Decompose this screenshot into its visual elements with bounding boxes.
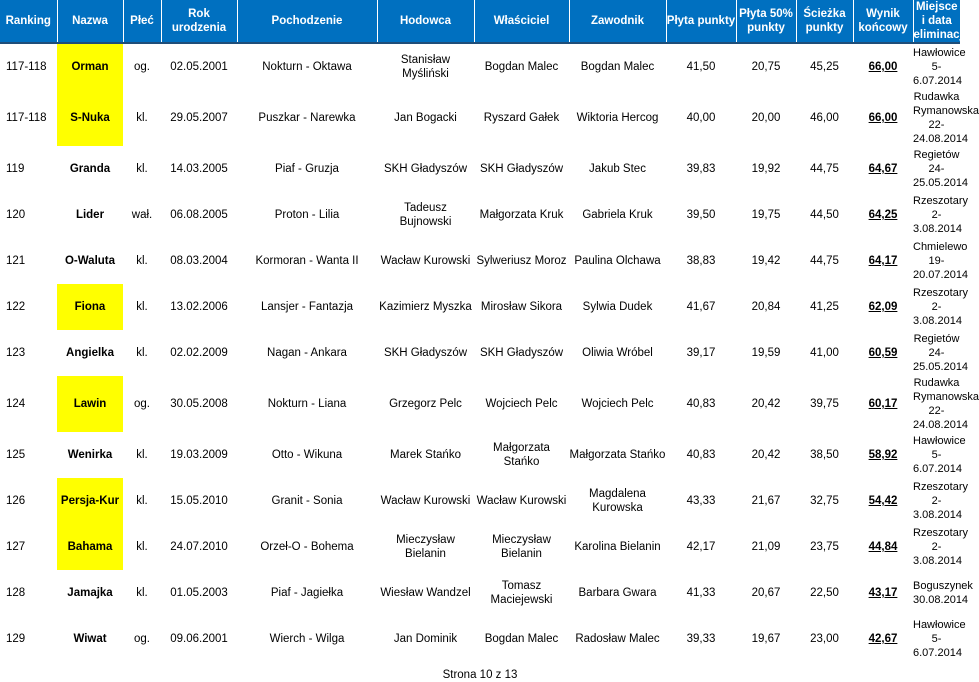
cell-wlasciciel: Bogdan Malec xyxy=(484,633,559,645)
cell-sciezka: 44,75 xyxy=(810,255,839,267)
cell-miejsce xyxy=(913,570,973,616)
cell-pochodzenie: Puszkar - Narewka xyxy=(258,112,356,124)
cell-ranking: 122 xyxy=(6,301,26,313)
cell-plyta-punkty: 40,00 xyxy=(686,112,716,124)
cell-rok: 29.05.2007 xyxy=(170,112,228,124)
cell-ranking: 119 xyxy=(6,163,25,175)
miejsce-nazwa: Regietów xyxy=(913,149,960,161)
cell-plec: og. xyxy=(134,633,150,645)
cell-sciezka: 32,75 xyxy=(810,495,839,507)
cell-rok: 13.02.2006 xyxy=(170,301,228,313)
cell-ranking: 124 xyxy=(6,398,26,410)
miejsce-data: 2-3.08.2014 xyxy=(913,209,962,235)
miejsce-data: 5-6.07.2014 xyxy=(913,61,962,87)
cell-sciezka: 22,50 xyxy=(810,587,839,599)
cell-nazwa: O-Waluta xyxy=(64,255,116,267)
table-row xyxy=(0,570,960,616)
cell-wlasciciel: Małgorzata Stańko xyxy=(493,442,550,468)
cell-plyta-punkty: 39,17 xyxy=(686,347,716,359)
header-nazwa: Nazwa xyxy=(57,0,123,43)
cell-miejsce xyxy=(913,432,966,478)
header-wynik: Wynik końcowy xyxy=(853,0,913,43)
cell-wynik: 44,84 xyxy=(868,541,898,553)
cell-miejsce xyxy=(913,376,979,432)
miejsce-data: 22-24.08.2014 xyxy=(913,405,969,431)
cell-wlasciciel: Mirosław Sikora xyxy=(480,301,563,313)
cell-plyta50: 20,42 xyxy=(751,449,781,461)
cell-wynik: 64,17 xyxy=(868,255,898,267)
cell-wynik: 58,92 xyxy=(868,449,898,461)
miejsce-data: 5-6.07.2014 xyxy=(913,633,962,659)
cell-rok: 06.08.2005 xyxy=(170,209,228,221)
header-hodowca: Hodowca xyxy=(377,0,474,43)
cell-plec: og. xyxy=(134,61,150,73)
cell-hodowca: Marek Stańko xyxy=(390,449,461,461)
table-row xyxy=(0,43,960,90)
cell-plyta50: 20,00 xyxy=(751,112,781,124)
cell-rok: 24.07.2010 xyxy=(170,541,228,553)
header-plyta-punkty: Płyta punkty xyxy=(666,0,736,43)
cell-plyta-punkty: 41,50 xyxy=(686,61,716,73)
miejsce-data: 22-24.08.2014 xyxy=(913,119,969,145)
cell-hodowca: Wacław Kurowski xyxy=(380,255,471,267)
cell-pochodzenie: Nagan - Ankara xyxy=(267,347,347,359)
cell-sciezka: 41,25 xyxy=(810,301,839,313)
header-row xyxy=(0,0,960,43)
cell-zawodnik: Paulina Olchawa xyxy=(574,255,661,267)
cell-sciezka: 45,25 xyxy=(810,61,839,73)
cell-sciezka: 23,00 xyxy=(810,633,839,645)
cell-nazwa: Orman xyxy=(57,43,123,90)
cell-plec: kl. xyxy=(136,495,148,507)
cell-wynik: 62,09 xyxy=(868,301,898,313)
cell-zawodnik: Barbara Gwara xyxy=(578,587,657,599)
cell-rok: 01.05.2003 xyxy=(170,587,228,599)
cell-ranking: 126 xyxy=(6,495,26,507)
cell-rok: 30.05.2008 xyxy=(170,398,228,410)
cell-sciezka: 41,00 xyxy=(810,347,839,359)
cell-plec: kl. xyxy=(136,112,148,124)
cell-zawodnik: Jakub Stec xyxy=(589,163,646,175)
cell-plyta-punkty: 39,33 xyxy=(686,633,716,645)
cell-ranking: 117-118 xyxy=(6,112,47,124)
miejsce-nazwa: Chmielewo xyxy=(913,241,968,253)
table-row xyxy=(0,284,960,330)
cell-rok: 02.05.2001 xyxy=(170,61,228,73)
header-ranking: Ranking xyxy=(0,0,57,43)
cell-hodowca: SKH Gładyszów xyxy=(383,163,468,175)
cell-plyta50: 19,59 xyxy=(751,347,781,359)
cell-miejsce xyxy=(913,524,969,570)
cell-zawodnik: Wiktoria Hercog xyxy=(576,112,659,124)
header-wlasciciel: Właściciel xyxy=(474,0,569,43)
miejsce-data: 5-6.07.2014 xyxy=(913,449,962,475)
cell-nazwa: Lider xyxy=(75,209,105,221)
cell-ranking: 117-118 xyxy=(6,61,47,73)
cell-plyta50: 19,92 xyxy=(751,163,781,175)
cell-zawodnik: Wojciech Pelc xyxy=(581,398,654,410)
cell-plyta50: 19,42 xyxy=(751,255,781,267)
cell-plyta-punkty: 40,83 xyxy=(686,449,716,461)
cell-hodowca: Jan Dominik xyxy=(393,633,458,645)
miejsce-nazwa: Hawłowice xyxy=(913,619,966,631)
cell-miejsce xyxy=(913,90,979,146)
cell-sciezka: 39,75 xyxy=(810,398,839,410)
cell-pochodzenie: Kormoran - Wanta II xyxy=(255,255,359,267)
miejsce-data: 2-3.08.2014 xyxy=(913,495,962,521)
cell-plec: kl. xyxy=(136,541,148,553)
cell-rok: 15.05.2010 xyxy=(170,495,228,507)
cell-plyta-punkty: 43,33 xyxy=(686,495,716,507)
cell-plec: wał. xyxy=(131,209,153,221)
cell-wynik: 66,00 xyxy=(868,112,898,124)
cell-pochodzenie: Piaf - Gruzja xyxy=(275,163,339,175)
cell-plyta50: 19,67 xyxy=(751,633,781,645)
cell-zawodnik: Karolina Bielanin xyxy=(574,541,661,553)
cell-plec: kl. xyxy=(136,163,148,175)
cell-nazwa: Bahama xyxy=(57,524,123,570)
table-row xyxy=(0,478,960,524)
cell-pochodzenie: Piaf - Jagiełka xyxy=(270,587,344,599)
cell-pochodzenie: Granit - Sonia xyxy=(271,495,343,507)
cell-miejsce xyxy=(913,330,969,376)
miejsce-nazwa: Rudawka Rymanowska xyxy=(913,377,979,403)
cell-plyta50: 20,42 xyxy=(751,398,781,410)
cell-wlasciciel: SKH Gładyszów xyxy=(479,163,564,175)
cell-wlasciciel: Małgorzata Kruk xyxy=(479,209,564,221)
table-row xyxy=(0,524,960,570)
cell-ranking: 123 xyxy=(6,347,26,359)
cell-hodowca: SKH Gładyszów xyxy=(383,347,468,359)
cell-rok: 14.03.2005 xyxy=(170,163,228,175)
header-sciezka: Ścieżka punkty xyxy=(796,0,853,43)
cell-rok: 19.03.2009 xyxy=(170,449,228,461)
cell-pochodzenie: Lansjer - Fantazja xyxy=(260,301,354,313)
cell-ranking: 121 xyxy=(6,255,26,267)
cell-sciezka: 23,75 xyxy=(810,541,839,553)
cell-wynik: 64,67 xyxy=(868,163,898,175)
cell-wynik: 43,17 xyxy=(868,587,898,599)
table-row xyxy=(0,330,960,376)
miejsce-nazwa: Boguszynek xyxy=(913,580,973,592)
cell-hodowca: Wacław Kurowski xyxy=(380,495,471,507)
cell-rok: 02.02.2009 xyxy=(170,347,228,359)
cell-pochodzenie: Wierch - Wilga xyxy=(269,633,345,645)
table-row xyxy=(0,616,960,662)
cell-pochodzenie: Proton - Lilia xyxy=(274,209,340,221)
cell-ranking: 120 xyxy=(6,209,26,221)
table-row xyxy=(0,376,960,432)
cell-rok: 09.06.2001 xyxy=(170,633,228,645)
cell-nazwa: S-Nuka xyxy=(57,90,123,146)
cell-hodowca: Mieczysław Bielanin xyxy=(396,534,455,560)
header-miejsce: Miejsce i data eliminacji xyxy=(913,1,966,41)
cell-plyta50: 20,75 xyxy=(751,61,781,73)
cell-wlasciciel: Mieczysław Bielanin xyxy=(492,534,551,560)
cell-zawodnik: Magdalena Kurowska xyxy=(589,488,646,514)
miejsce-nazwa: Regietów xyxy=(913,333,960,345)
cell-plec: kl. xyxy=(136,255,148,267)
cell-pochodzenie: Nokturn - Liana xyxy=(267,398,347,410)
cell-hodowca: Jan Bogacki xyxy=(394,112,457,124)
miejsce-nazwa: Rzeszotary xyxy=(913,481,969,493)
cell-wlasciciel: Wojciech Pelc xyxy=(485,398,558,410)
miejsce-nazwa: Rzeszotary xyxy=(913,195,969,207)
cell-sciezka: 44,50 xyxy=(810,209,839,221)
cell-zawodnik: Sylwia Dudek xyxy=(582,301,653,313)
cell-zawodnik: Bogdan Malec xyxy=(580,61,655,73)
cell-nazwa: Wenirka xyxy=(67,449,113,461)
cell-miejsce xyxy=(913,43,966,90)
cell-nazwa: Lawin xyxy=(57,376,123,432)
table-row xyxy=(0,238,960,284)
cell-zawodnik: Małgorzata Stańko xyxy=(569,449,666,461)
miejsce-nazwa: Rzeszotary xyxy=(913,287,969,299)
cell-sciezka: 38,50 xyxy=(810,449,839,461)
cell-nazwa: Jamajka xyxy=(67,587,113,599)
cell-plec: og. xyxy=(134,398,150,410)
table-row xyxy=(0,146,960,192)
miejsce-data: 2-3.08.2014 xyxy=(913,541,962,567)
cell-ranking: 127 xyxy=(6,541,26,553)
cell-nazwa: Persja-Kur xyxy=(57,478,123,524)
cell-plyta-punkty: 39,50 xyxy=(686,209,716,221)
cell-wlasciciel: Wacław Kurowski xyxy=(476,495,567,507)
miejsce-nazwa: Rzeszotary xyxy=(913,527,969,539)
cell-plec: kl. xyxy=(136,587,148,599)
miejsce-data: 30.08.2014 xyxy=(913,594,969,606)
cell-plec: kl. xyxy=(136,301,148,313)
cell-hodowca: Stanisław Myśliński xyxy=(400,54,451,80)
page-number: Strona 10 z 13 xyxy=(442,669,518,681)
table-row xyxy=(0,432,960,478)
miejsce-data: 2-3.08.2014 xyxy=(913,301,962,327)
cell-sciezka: 46,00 xyxy=(810,112,839,124)
cell-zawodnik: Gabriela Kruk xyxy=(582,209,653,221)
cell-pochodzenie: Otto - Wikuna xyxy=(271,449,343,461)
cell-zawodnik: Oliwia Wróbel xyxy=(582,347,653,359)
cell-hodowca: Wiesław Wandzel xyxy=(380,587,471,599)
cell-hodowca: Kazimierz Myszka xyxy=(379,301,472,313)
cell-wlasciciel: Tomasz Maciejewski xyxy=(490,580,553,606)
miejsce-data: 19-20.07.2014 xyxy=(913,255,969,281)
table-row xyxy=(0,192,960,238)
cell-plec: kl. xyxy=(136,449,148,461)
cell-nazwa: Granda xyxy=(69,163,111,175)
cell-plyta50: 21,09 xyxy=(751,541,781,553)
cell-wynik: 64,25 xyxy=(868,209,898,221)
cell-plec: kl. xyxy=(136,347,148,359)
header-plec: Płeć xyxy=(123,0,161,43)
cell-pochodzenie: Nokturn - Oktawa xyxy=(262,61,352,73)
header-rok: Rok urodzenia xyxy=(161,0,237,43)
cell-plyta50: 20,67 xyxy=(751,587,781,599)
cell-wynik: 54,42 xyxy=(868,495,898,507)
cell-wlasciciel: Bogdan Malec xyxy=(484,61,559,73)
miejsce-data: 24-25.05.2014 xyxy=(913,163,969,189)
cell-wynik: 60,59 xyxy=(868,347,898,359)
cell-wynik: 42,67 xyxy=(868,633,898,645)
cell-hodowca: Grzegorz Pelc xyxy=(389,398,462,410)
table-body xyxy=(0,43,979,662)
cell-plyta-punkty: 41,67 xyxy=(686,301,716,313)
cell-plyta50: 20,84 xyxy=(751,301,781,313)
miejsce-nazwa: Hawłowice xyxy=(913,435,966,447)
header-zawodnik: Zawodnik xyxy=(569,0,666,43)
cell-wlasciciel: SKH Gładyszów xyxy=(479,347,564,359)
cell-miejsce xyxy=(913,284,969,330)
cell-plyta-punkty: 42,17 xyxy=(686,541,716,553)
cell-miejsce xyxy=(913,238,969,284)
cell-ranking: 128 xyxy=(6,587,26,599)
miejsce-nazwa: Rudawka Rymanowska xyxy=(913,91,979,117)
cell-ranking: 129 xyxy=(6,633,26,645)
cell-pochodzenie: Orzeł-O - Bohema xyxy=(260,541,354,553)
cell-nazwa: Fiona xyxy=(57,284,123,330)
cell-zawodnik: Radosław Malec xyxy=(575,633,660,645)
cell-wynik: 60,17 xyxy=(868,398,898,410)
miejsce-data: 24-25.05.2014 xyxy=(913,347,969,373)
table-row xyxy=(0,90,960,146)
cell-nazwa: Angielka xyxy=(66,347,114,359)
cell-miejsce xyxy=(913,616,966,662)
cell-wlasciciel: Ryszard Gałek xyxy=(483,112,560,124)
cell-plyta-punkty: 39,83 xyxy=(686,163,716,175)
cell-plyta-punkty: 38,83 xyxy=(686,255,716,267)
cell-wynik: 66,00 xyxy=(868,61,898,73)
cell-plyta50: 21,67 xyxy=(751,495,781,507)
miejsce-nazwa: Hawłowice xyxy=(913,47,966,59)
cell-ranking: 125 xyxy=(6,449,26,461)
cell-miejsce xyxy=(913,192,969,238)
cell-sciezka: 44,75 xyxy=(810,163,839,175)
cell-hodowca: Tadeusz Bujnowski xyxy=(399,202,452,228)
cell-wlasciciel: Sylweriusz Moroz xyxy=(476,255,567,267)
cell-plyta-punkty: 40,83 xyxy=(686,398,716,410)
cell-plyta50: 19,75 xyxy=(751,209,781,221)
cell-miejsce xyxy=(913,478,969,524)
cell-rok: 08.03.2004 xyxy=(170,255,228,267)
cell-nazwa: Wiwat xyxy=(73,633,107,645)
cell-plyta-punkty: 41,33 xyxy=(686,587,716,599)
header-pochodzenie: Pochodzenie xyxy=(237,0,377,43)
cell-miejsce xyxy=(913,146,969,192)
header-plyta50: Płyta 50% punkty xyxy=(736,0,796,43)
